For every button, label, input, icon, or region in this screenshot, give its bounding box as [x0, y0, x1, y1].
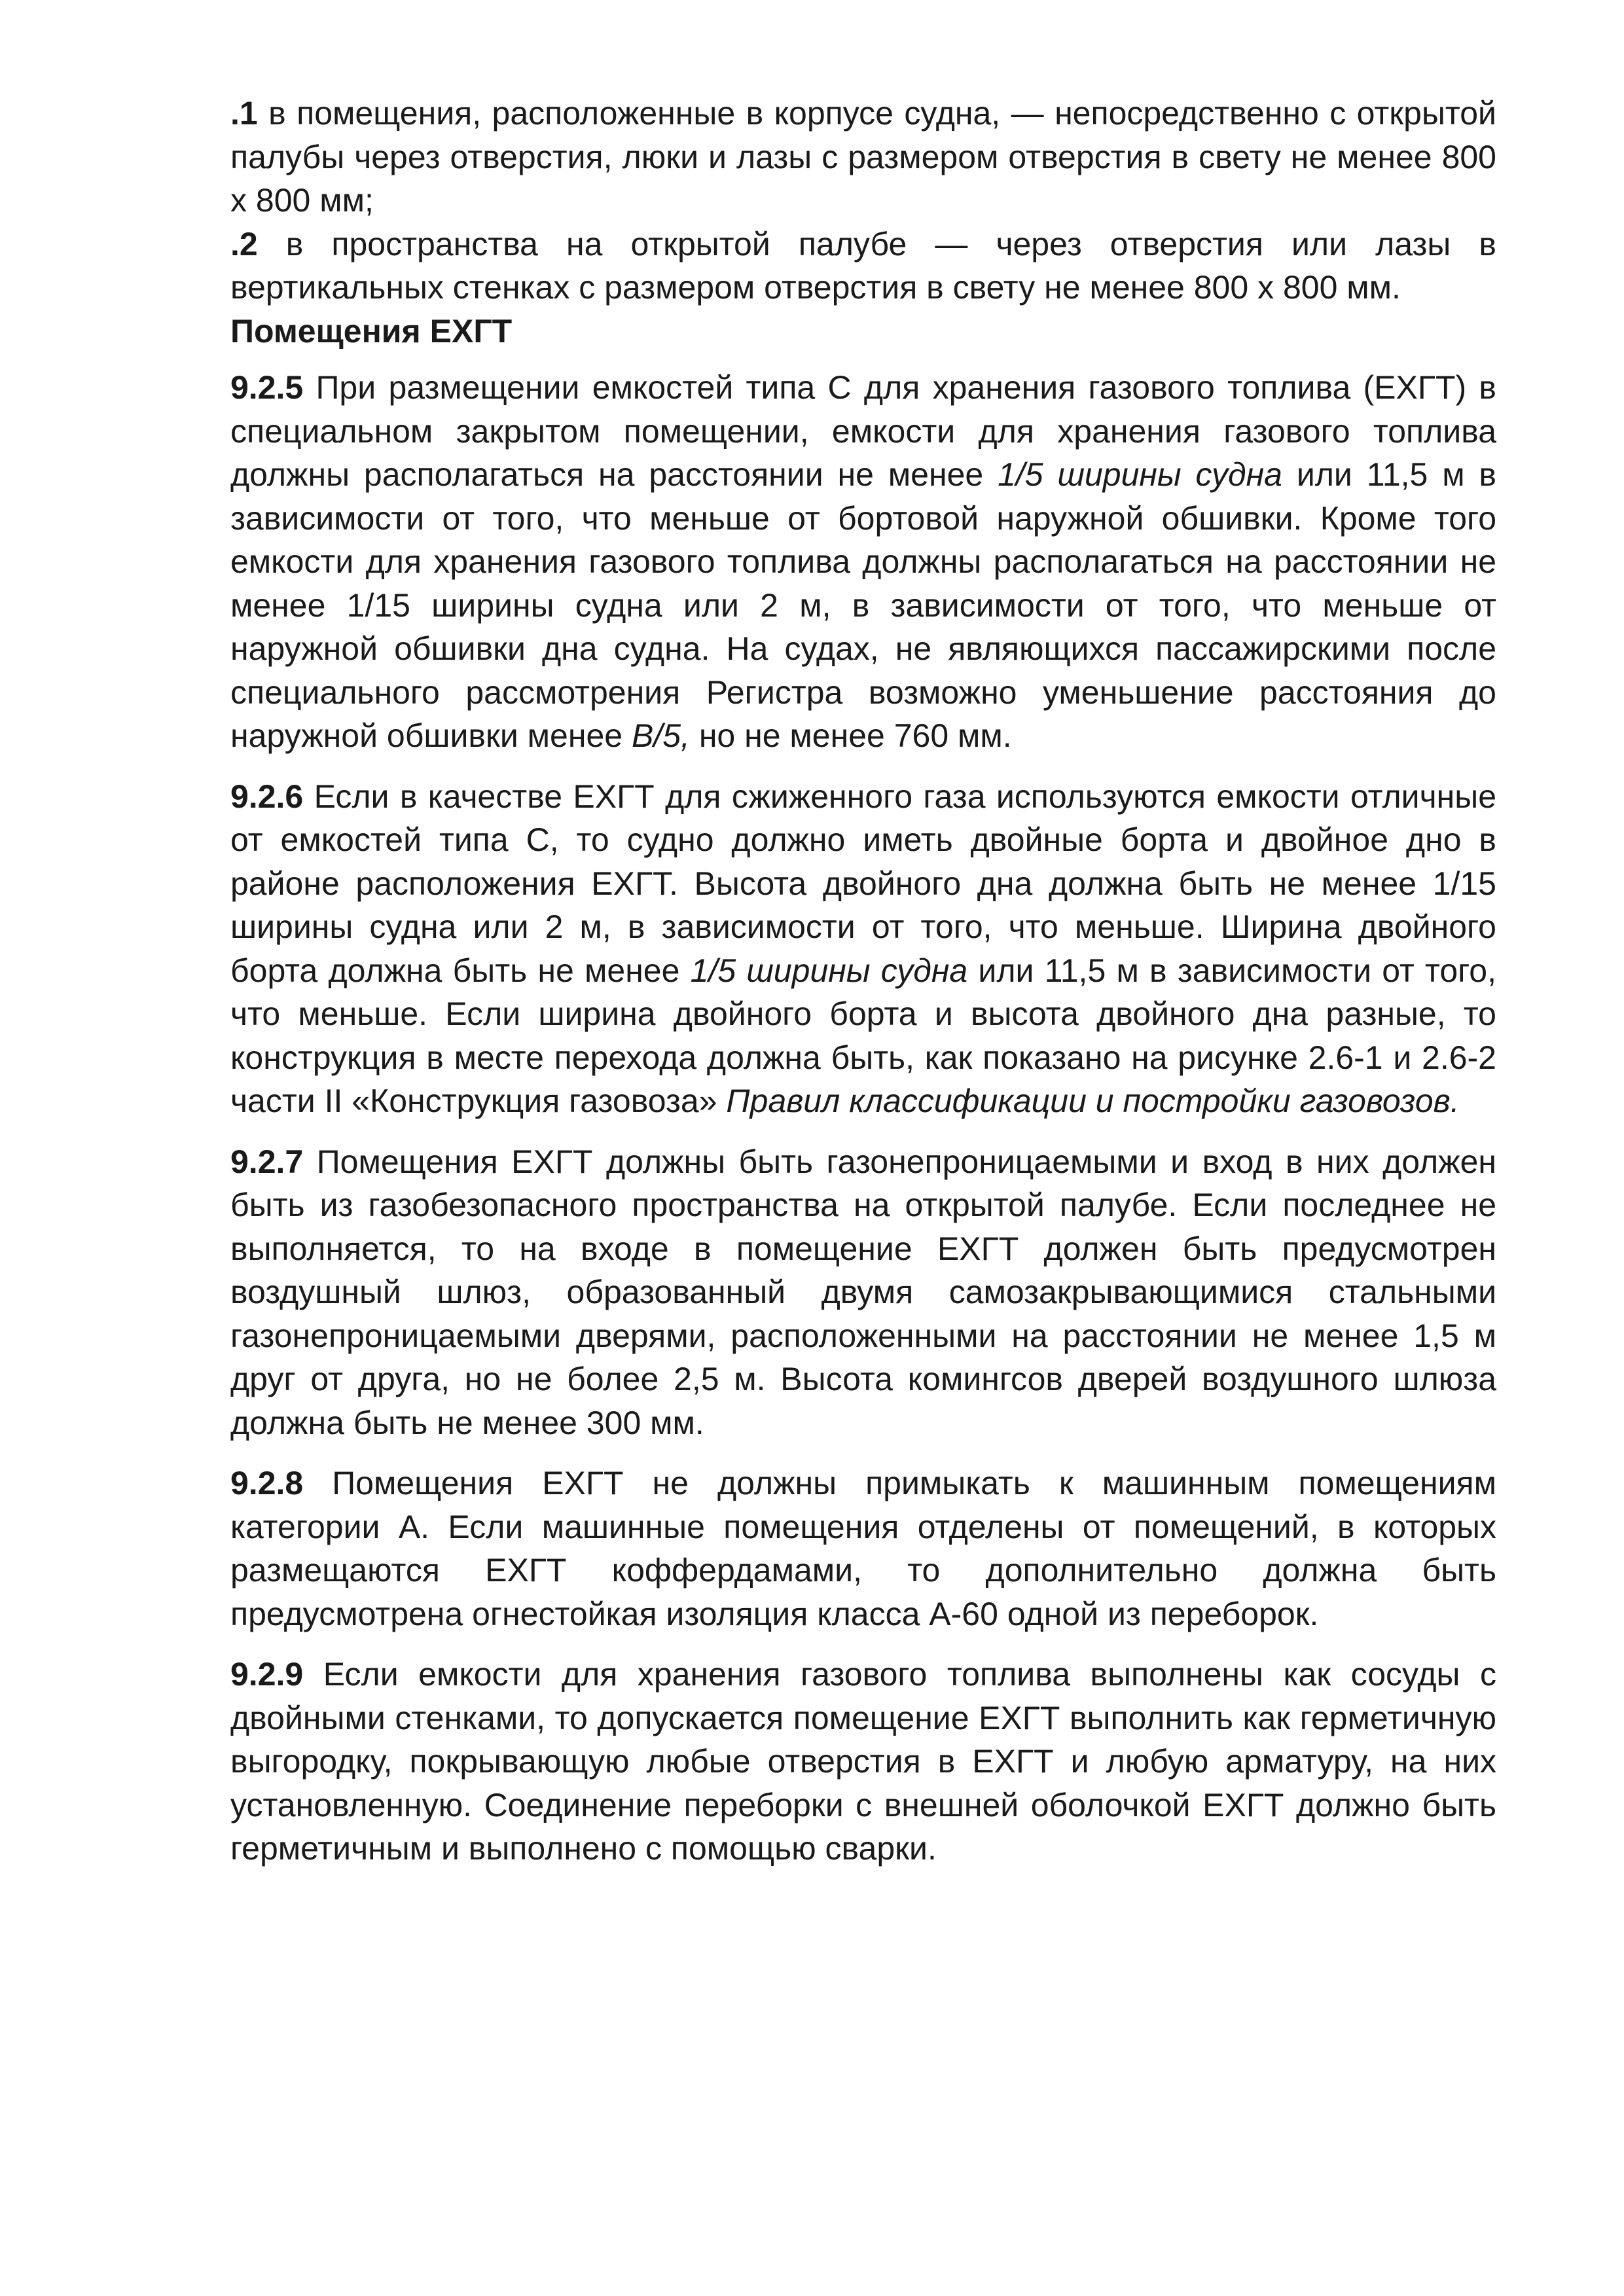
list-item-marker: .2	[230, 225, 258, 262]
clause-9-2-8	[230, 1462, 1496, 1636]
list-item-1	[230, 92, 1496, 223]
clause-number: 9.2.6	[230, 778, 304, 815]
clause-text: но не менее 760 мм.	[689, 717, 1012, 754]
clause-text: или 11,5 м в зависимости от того, что меньше от бортовой наружной обшивки. Кроме того емкости для хранения газового топлива должны располагаться на расстоянии не менее 1/15 ширины судна или 2 м, в зависимости от того, что меньше от наружной обшивки дна судна. На судах, не являющихся пассажирскими после специального рассмотрения Регистра возможно уменьшение расстояния до наружной обшивки менее	[230, 456, 1496, 754]
list-item-text: в пространства на открытой палубе — через отверстия или лазы в вертикальных стенках с размером отверстия в свету не менее 800 х 800 мм.	[230, 225, 1496, 306]
clause-9-2-6	[230, 775, 1496, 1123]
list-item-text: в помещения, расположенные в корпусе судна, — непосредственно с открытой палубы через отверстия, люки и лазы с размером отверстия в свету не менее 800 х 800 мм;	[230, 95, 1496, 219]
clause-number: 9.2.9	[230, 1656, 304, 1693]
clause-9-2-7	[230, 1140, 1496, 1445]
clause-text: Помещения ЕХГТ должны быть газонепроницаемыми и вход в них должен быть из газобезопасного пространства на открытой палубе. Если последнее не выполняется, то на входе в помещение ЕХГТ должен быть предусмотрен воздушный шлюз, образованный двумя самозакрывающимися стальными газонепроницаемыми дверями, расположенными на расстоянии не менее 1,5 м друг от друга, но не более 2,5 м. Высота комингсов дверей воздушного шлюза должна быть не менее 300 мм.	[230, 1143, 1496, 1441]
list-item-marker: .1	[230, 95, 258, 132]
clause-text: При размещении емкостей типа С для хранения газового топлива (ЕХГТ) в специальном закрытом помещении, емкости для хранения газового топлива должны располагаться на расстоянии не менее	[230, 369, 1496, 493]
clause-italic-text: 1/5 ширины судна	[690, 952, 968, 989]
clause-text: Если емкости для хранения газового топлива выполнены как сосуды с двойными стенками, то допускается помещение ЕХГТ выполнить как герметичную выгородку, покрывающую любые отверстия в ЕХГТ и любую арматуру, на них установленную. Соединение переборки с внешней оболочкой ЕХГТ должно быть герметичным и выполнено с помощью сварки.	[230, 1656, 1496, 1867]
clause-number: 9.2.5	[230, 369, 304, 406]
document-page	[230, 92, 1496, 1888]
list-item-2	[230, 223, 1496, 310]
section-heading: Помещения ЕХГТ	[230, 312, 513, 350]
clause-text: Помещения ЕХГТ не должны примыкать к машинным помещениям категории А. Если машинные помещения отделены от помещений, в которых размещаются ЕХГТ коффердамами, то дополнительно должна быть предусмотрена огнестойкая изоляция класса А-60 одной из переборок.	[230, 1465, 1496, 1632]
clause-italic-text: B/5,	[631, 717, 690, 754]
clause-text: Если в качестве ЕХГТ для сжиженного газа используются емкости отличные от емкостей типа С, то судно должно иметь двойные борта и двойное дно в районе расположения ЕХГТ. Высота двойного дна должна быть не менее 1/15 ширины судна или 2 м, в зависимости от того, что меньше. Ширина двойного борта должна быть не менее	[230, 778, 1496, 989]
clause-text: или 11,5 м в зависимости от того, что меньше. Если ширина двойного борта и высота двойного дна разные, то конструкция в месте перехода должна быть, как показано на рисунке 2.6-1 и 2.6-2 части II «Конструкция газовоза»	[230, 952, 1497, 1119]
clause-italic-text: 1/5 ширины судна	[998, 456, 1282, 493]
clause-number: 9.2.7	[230, 1143, 304, 1180]
clause-9-2-9	[230, 1653, 1496, 1871]
clause-9-2-5	[230, 366, 1496, 758]
clause-italic-text: Правил классификации и постройки газовозов.	[726, 1083, 1460, 1119]
clause-number: 9.2.8	[230, 1465, 304, 1501]
